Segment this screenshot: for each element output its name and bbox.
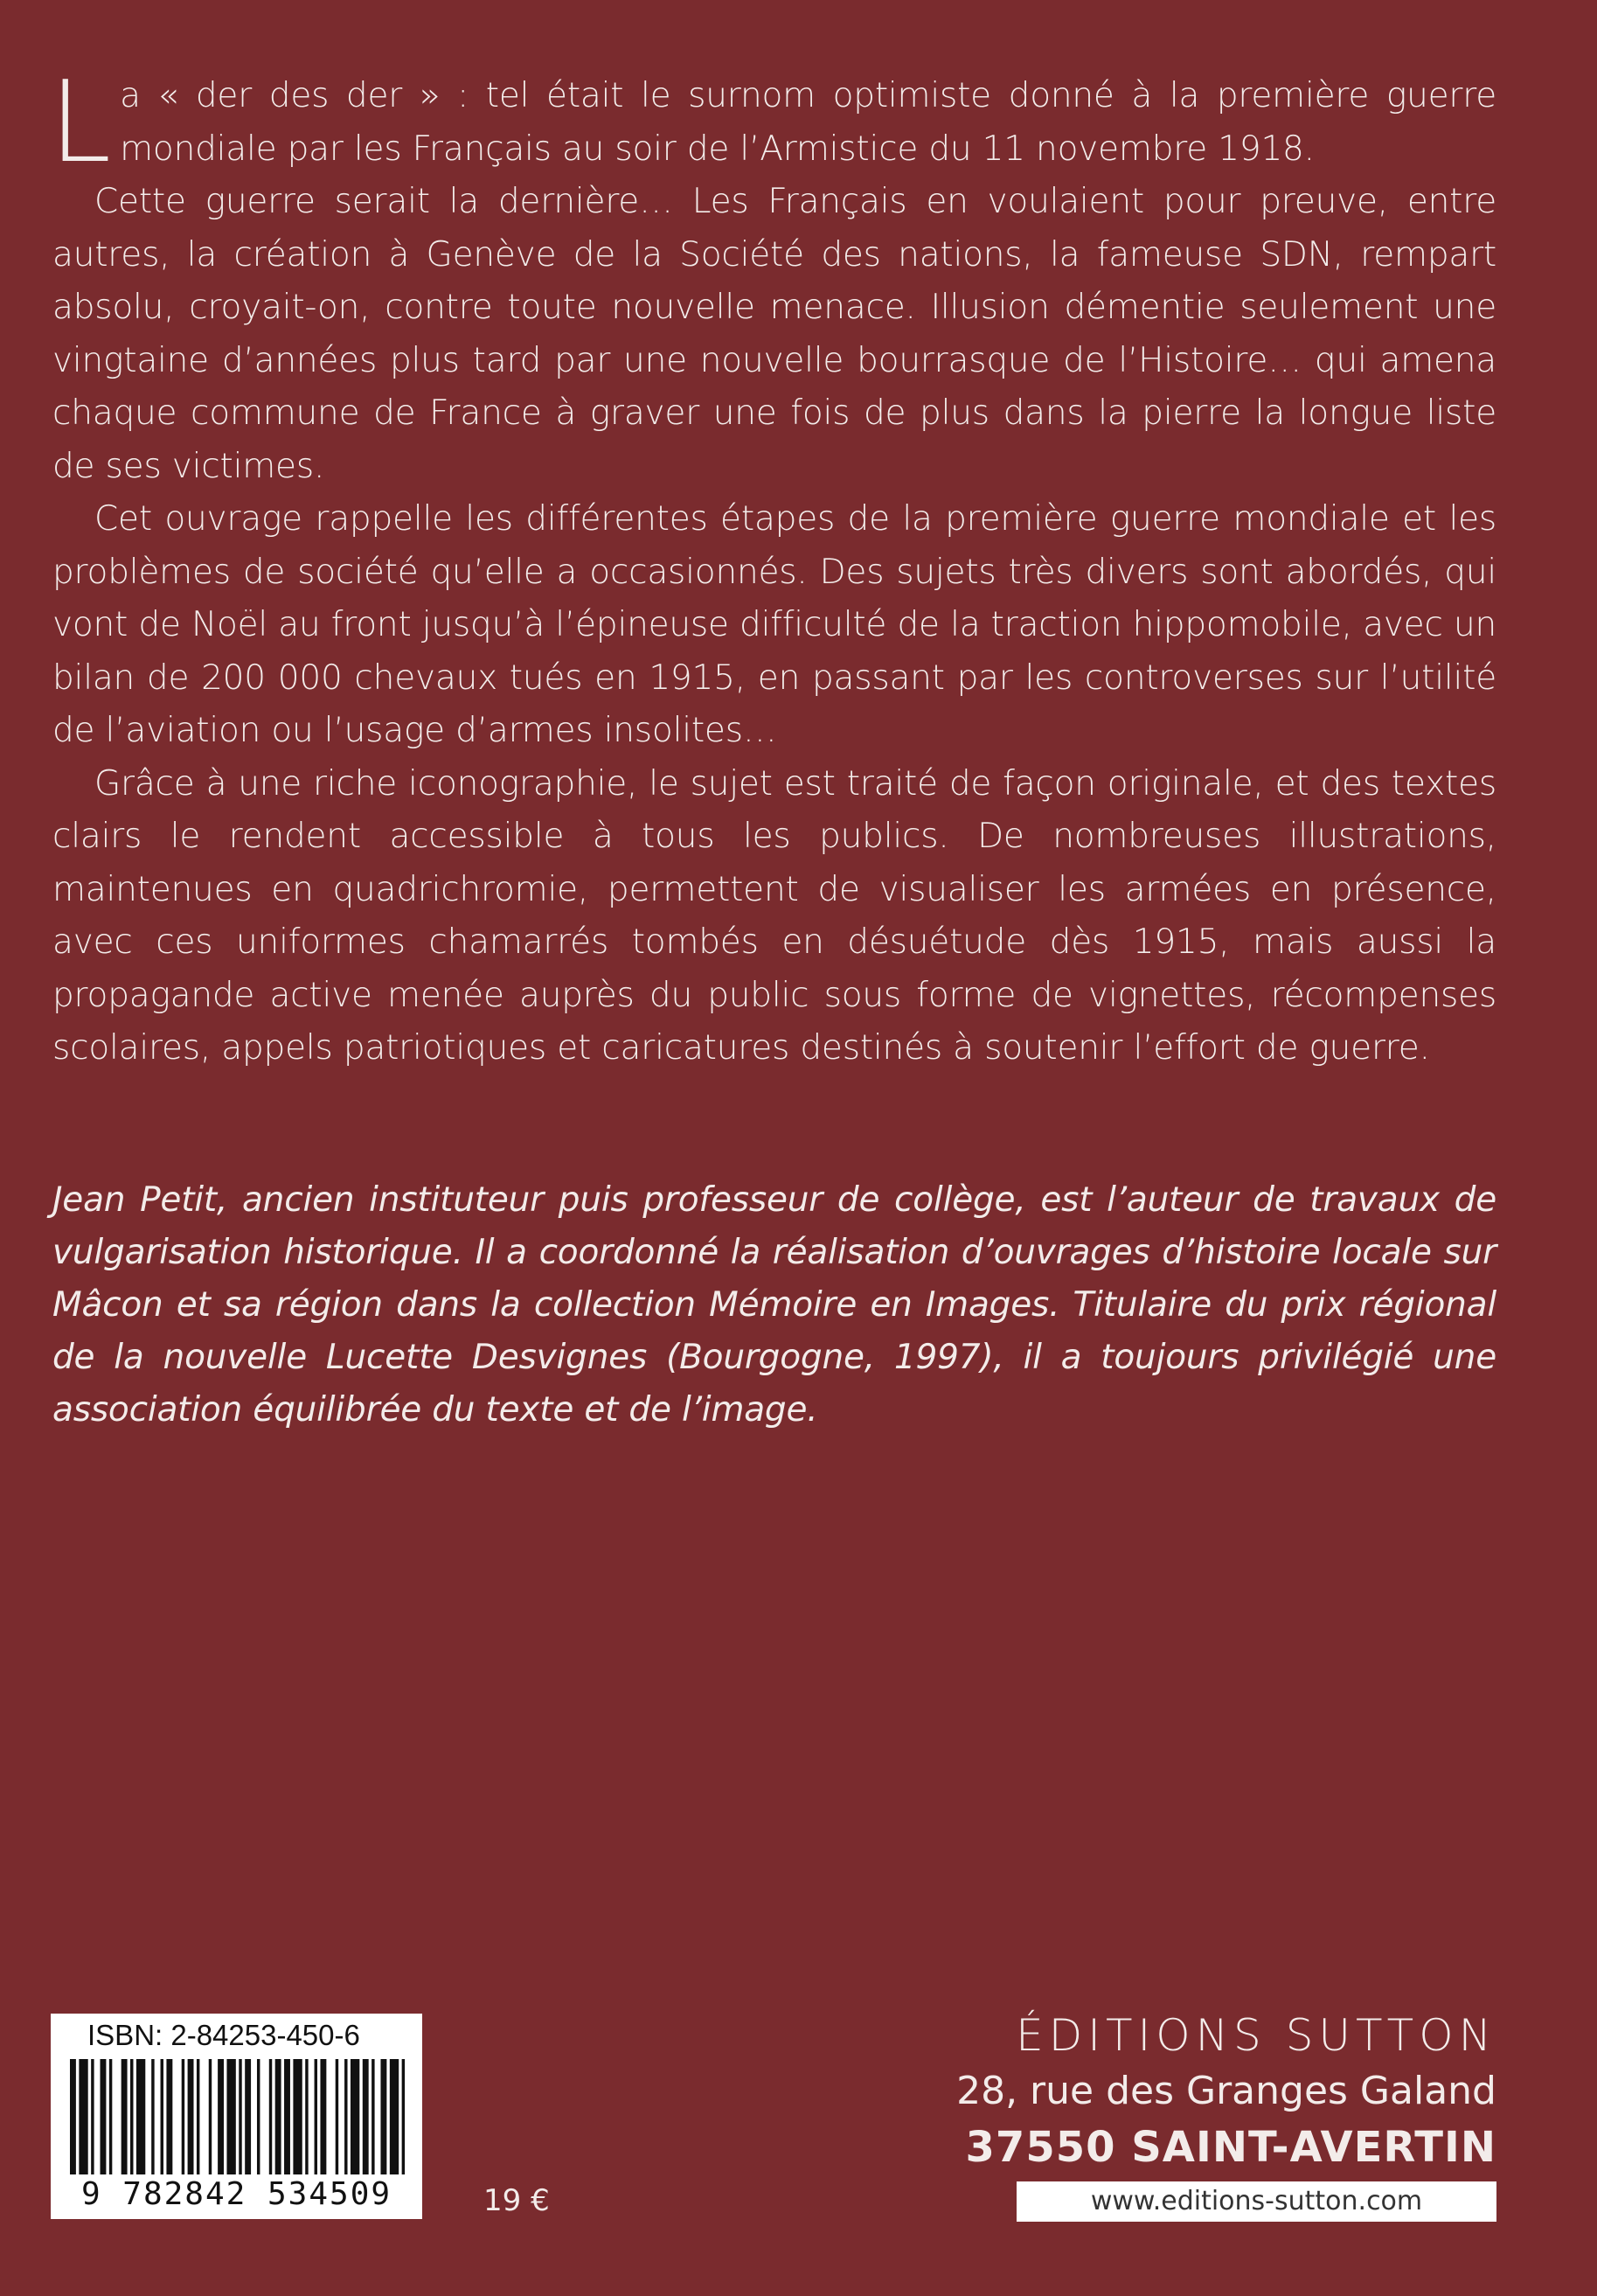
barcode-bar <box>122 2059 128 2174</box>
barcode-bar <box>70 2059 76 2174</box>
barcode-bar <box>293 2059 302 2174</box>
blurb-paragraph-4: Grâce à une riche iconographie, le sujet est traité de façon originale, et des textes clairs le rendent accessible à tous les publics. De nombreuses illustrations, maintenues en quadrichromie, permettent de visualiser les armées en présence, avec ces uniformes chamarrés tombés en désuétude dès 1915, mais aussi la propagande active menée auprès du public sous forme de vignettes, récompenses scolaires, appels patriotiques et caricatures destinés à soutenir l’effort de guerre. <box>52 763 1496 1068</box>
blurb-paragraph-2: Cette guerre serait la dernière… Les Français en voulaient pour preuve, entre autres, la création à Genève de la Société des nations, la fameuse SDN, rempart absolu, croyait-on, contre toute nouvelle menace. Illusion démentie seulement une vingtaine d’années plus tard par une nouvelle bourrasque de l’Histoire… qui amena chaque commune de France à graver une fois de plus dans la pierre la longue liste de ses victimes. <box>52 182 1496 486</box>
barcode-bar <box>136 2059 145 2174</box>
barcode-bar <box>284 2059 290 2174</box>
barcode-bar <box>371 2059 374 2174</box>
publisher-name: ÉDITIONS SUTTON <box>1016 2010 1496 2061</box>
price: 19 € <box>483 2183 550 2218</box>
back-cover-blurb <box>49 58 1496 1075</box>
barcode-bar <box>101 2059 107 2174</box>
publisher-street: 28, rue des Granges Galand <box>956 2069 1496 2113</box>
barcode-box <box>51 2014 422 2219</box>
blurb-paragraph-1-text: a « der des der » : tel était le surnom optimiste donné à la première guerre mondiale par les Français au soir de l’Armistice du 11 novembre 1918. <box>120 76 1496 169</box>
barcode-bar <box>344 2059 347 2174</box>
barcode-bar <box>209 2059 212 2174</box>
barcode-bar <box>109 2059 112 2174</box>
blurb-paragraph-1 <box>49 58 1496 188</box>
barcode-bar <box>91 2059 94 2174</box>
isbn-label: ISBN: 2-84253-450-6 <box>87 2019 360 2051</box>
barcode-bar <box>315 2059 317 2174</box>
barcode-bar <box>336 2059 338 2174</box>
barcode-bar <box>257 2059 260 2174</box>
barcode-bar <box>151 2059 154 2174</box>
blurb-paragraph-3: Cet ouvrage rappelle les différentes étapes de la première guerre mondiale et les problèmes de société qu’elle a occasionnés. Des sujets très divers sont abordés, qui vont de Noël au front jusqu’à l’épineuse difficulté de la traction hippomobile, avec un bilan de 200 000 chevaux tués en 1915, en passant par les controverses sur l’utilité de l’aviation ou l’usage d’armes insolites… <box>52 499 1496 750</box>
barcode-bar <box>239 2059 241 2174</box>
publisher-website: www.editions-sutton.com <box>1017 2181 1496 2222</box>
barcode-bar <box>218 2059 224 2174</box>
author-bio: Jean Petit, ancien instituteur puis professeur de collège, est l’auteur de travaux de vulgarisation historique. Il a coordonné la réalisation d’ouvrages d’histoire locale sur Mâcon et sa région dans la collection Mémoire en Images. Titulaire du prix régional de la nouvelle Lucette Desvignes (Bourgogne, 1997), il a toujours privilégié une association équilibrée du texte et de l’image. <box>52 1180 1496 1430</box>
barcode-bar <box>161 2059 163 2174</box>
barcode-bar <box>226 2059 235 2174</box>
barcode-bar <box>79 2059 87 2174</box>
barcode-bar <box>166 2059 172 2174</box>
barcode-bar <box>188 2059 194 2174</box>
drop-cap-letter: L <box>49 58 112 188</box>
barcode-bar <box>182 2059 184 2174</box>
barcode-bar <box>402 2059 405 2174</box>
barcode-bar <box>320 2059 326 2174</box>
publisher-city: 37550 SAINT-AVERTIN <box>965 2123 1496 2172</box>
barcode-bar <box>305 2059 308 2174</box>
publisher-block <box>956 2007 1496 2176</box>
barcode-bar <box>130 2059 133 2174</box>
barcode-bar <box>351 2059 359 2174</box>
ean-digits: 9 782842 534509 <box>80 2176 392 2212</box>
barcode-bar <box>275 2059 281 2174</box>
barcode-bar <box>380 2059 386 2174</box>
barcode-bar <box>245 2059 251 2174</box>
barcode-bar <box>390 2059 399 2174</box>
barcode-icon <box>70 2059 411 2174</box>
barcode-bar <box>269 2059 272 2174</box>
barcode-bar <box>363 2059 369 2174</box>
barcode-bar <box>197 2059 199 2174</box>
